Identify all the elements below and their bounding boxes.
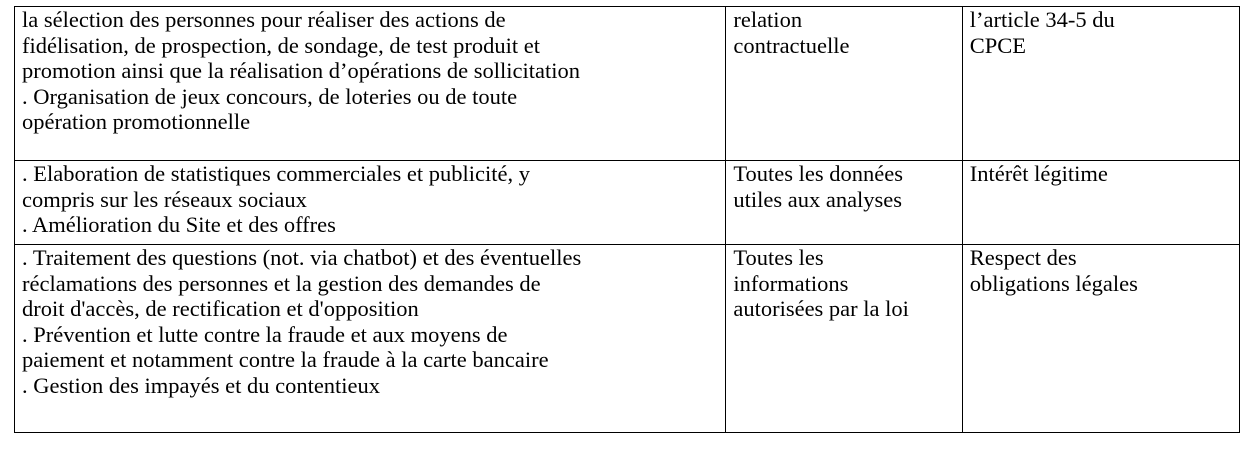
purpose-line: . Organisation de jeux concours, de loteries ou de toute: [22, 83, 518, 109]
data-category-line: utiles aux analyses: [733, 186, 903, 212]
data-category-cell: [726, 245, 962, 433]
data-category-line: relation: [733, 7, 803, 32]
data-category-line: autorisées par la loi: [733, 296, 909, 321]
table-row: [15, 161, 1240, 245]
purpose-line: . Traitement des questions (not. via chatbot) et des éventuelles: [22, 245, 582, 270]
legal-basis-cell: [962, 245, 1239, 433]
purpose-cell: [15, 161, 726, 245]
purpose-line: . Elaboration de statistiques commerciales et publicité, y: [22, 161, 530, 186]
data-category-line: informations: [733, 270, 849, 296]
purpose-line: réclamations des personnes et la gestion des demandes de: [22, 270, 541, 296]
purpose-line: promotion ainsi que la réalisation d’opérations de sollicitation: [22, 58, 580, 83]
data-category-cell: [726, 7, 962, 161]
purpose-cell: [15, 7, 726, 161]
legal-basis-line: CPCE: [969, 32, 1027, 58]
table-row: [15, 7, 1240, 161]
data-category-cell: [726, 161, 962, 245]
purpose-line: fidélisation, de prospection, de sondage, de test produit et: [22, 32, 540, 58]
purpose-line: la sélection des personnes pour réaliser des actions de: [22, 7, 506, 32]
purpose-cell: [15, 245, 726, 433]
purpose-line: paiement et notamment contre la fraude à la carte bancaire: [22, 347, 549, 372]
table-row: [15, 245, 1240, 433]
legal-basis-line: obligations légales: [969, 270, 1138, 296]
legal-basis-line: Respect des: [969, 245, 1077, 270]
purpose-line: compris sur les réseaux sociaux: [22, 186, 307, 212]
purpose-line: . Gestion des impayés et du contentieux: [22, 372, 381, 398]
purpose-line: . Amélioration du Site et des offres: [22, 212, 336, 237]
legal-basis-line: Intérêt légitime: [969, 161, 1108, 186]
purpose-line: opération promotionnelle: [22, 109, 251, 134]
data-category-line: Toutes les données: [733, 161, 903, 186]
data-category-line: contractuelle: [733, 32, 850, 58]
legal-basis-line: l’article 34-5 du: [969, 7, 1115, 32]
purpose-line: . Prévention et lutte contre la fraude et aux moyens de: [22, 321, 508, 347]
legal-basis-cell: [962, 161, 1239, 245]
processing-table: [14, 6, 1240, 433]
legal-basis-cell: [962, 7, 1239, 161]
data-category-line: Toutes les: [733, 245, 824, 270]
purpose-line: droit d'accès, de rectification et d'opposition: [22, 296, 419, 321]
